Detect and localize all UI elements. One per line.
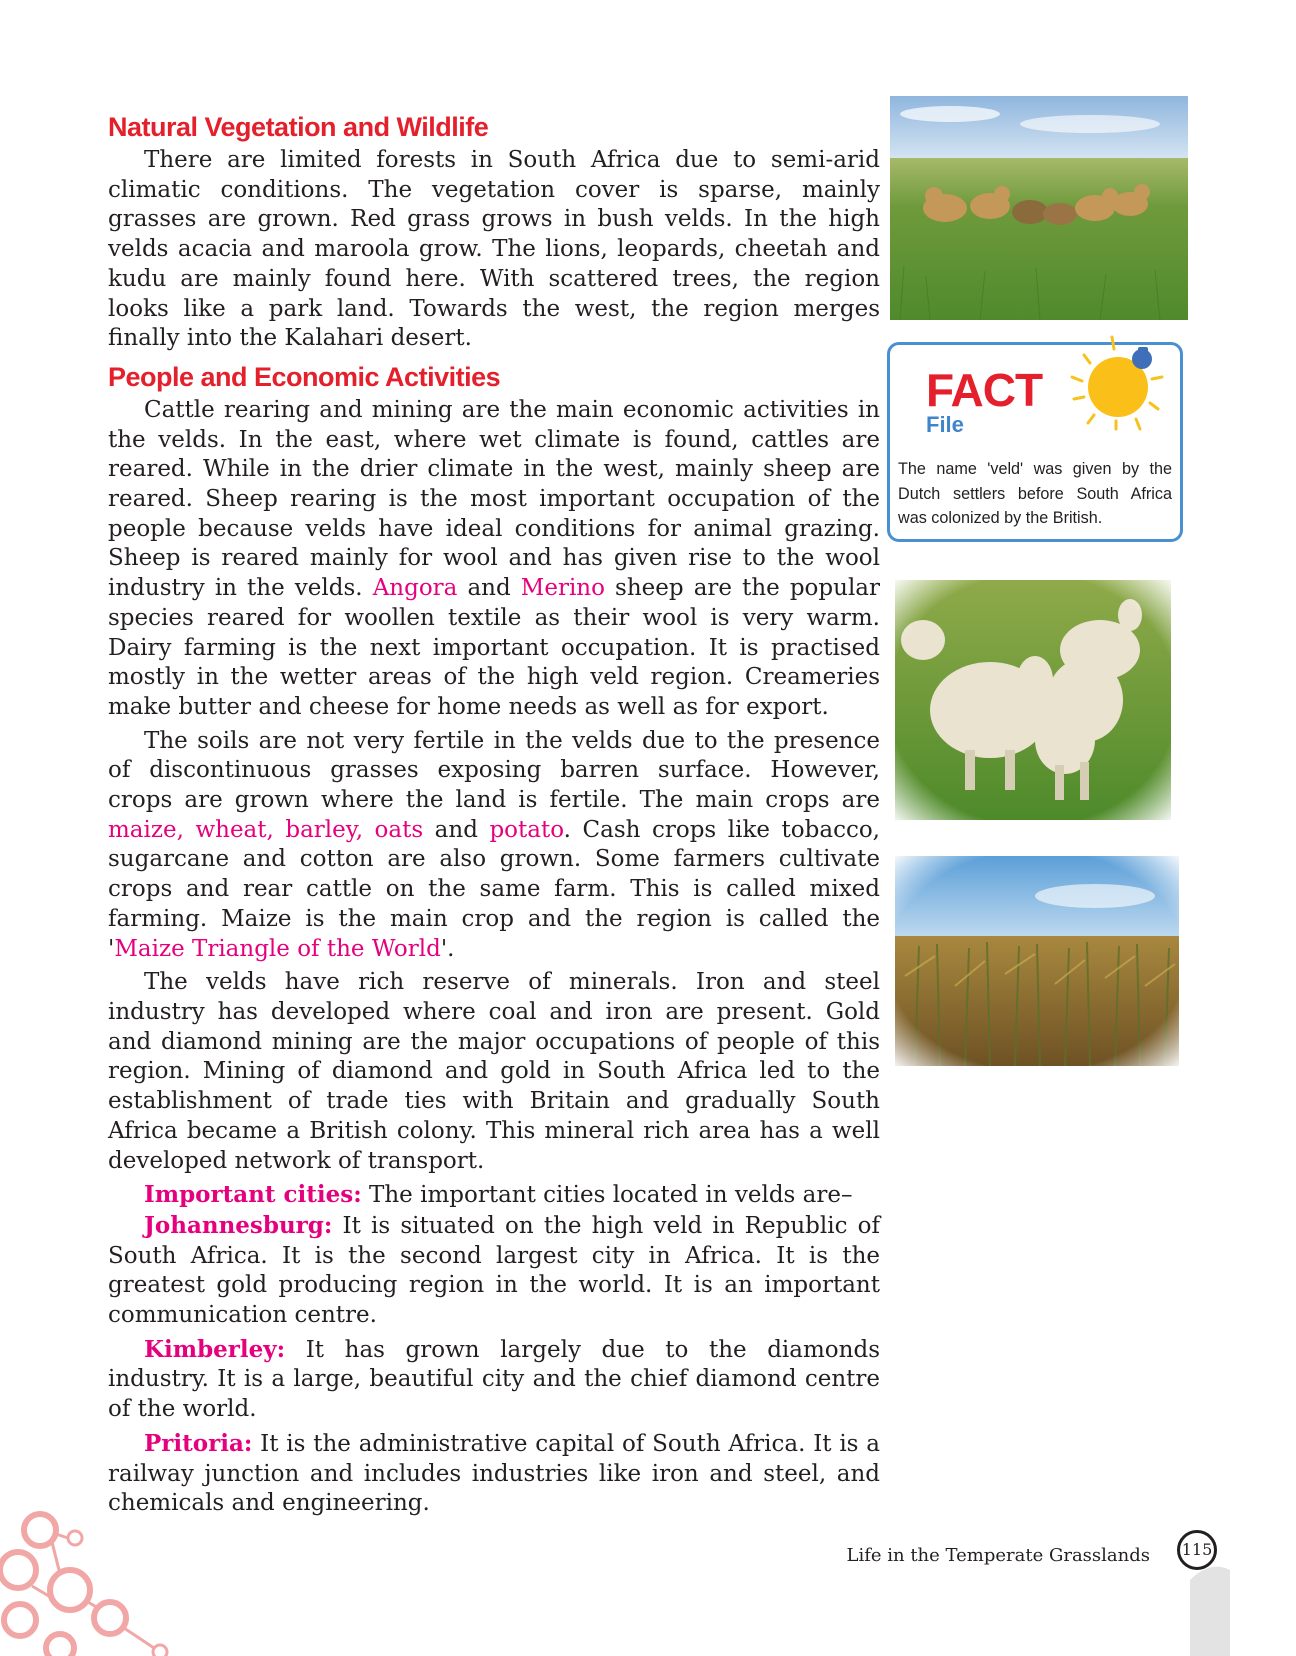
paragraph-vegetation: There are limited forests in South Africa due to semi-arid climatic conditions. The vegetation cover is sparse, mainly grasses are grown. Red grass grows in bush velds. In the high velds acacia and maroola grow. The lions, leopards, cheetah and kudu are mainly found here. With scattered trees, the region looks like a park land. Towards the west, the region merges finally into the Kalahari desert.: [108, 147, 880, 352]
section-heading-vegetation: Natural Vegetation and Wildlife: [108, 112, 489, 142]
paragraph-livestock: Cattle rearing and mining are the main economic activities in the velds. In the east, where wet climate is found, cattles are reared. While in the drier climate in the west, mainly sheep are reared. Sheep rearing is the most important occupation of the people because velds have ideal conditions for animal grazing. Sheep is reared mainly for wool and has given rise to the wool industry in the velds. Angora and Merino sheep are the popular species reared for woollen textile as their wool is very warm. Dairy farming is the next important occupation. It is practised mostly in the wetter areas of the high veld region. Creameries make butter and cheese for home needs as well as for export.: [108, 396, 881, 720]
page-number: 115: [1177, 1530, 1217, 1570]
footer-chapter-title: Life in the Temperate Grasslands: [846, 1545, 1150, 1566]
fact-file-box: [887, 342, 1183, 542]
lions-grassland-photo: [890, 96, 1188, 320]
label-important-cities: Important cities:: [144, 1181, 362, 1209]
paragraph-johannesburg: Johannesburg: It is situated on the high veld in Republic of South Africa. It is the second largest city in Africa. It is the greatest gold producing region in the world. It is an important communication centre.: [108, 1211, 880, 1329]
label-johannesburg: Johannesburg:: [144, 1211, 333, 1239]
highlight-angora: Angora: [372, 575, 458, 602]
label-pritoria: Pritoria:: [144, 1429, 253, 1457]
section-heading-economy: People and Economic Activities: [108, 361, 501, 392]
main-column: [108, 104, 880, 1523]
highlight-crops: maize, wheat, barley, oats: [108, 816, 424, 843]
fact-file-subtitle: File: [926, 412, 964, 437]
paragraph-crops: The soils are not very fertile in the velds due to the presence of discontinuous grasses exposing barren surface. However, crops are grown where the land is fertile. The main crops are maize, wheat, barley, oats and potato. Cash crops like tobacco, sugarcane and cotton are also grown. Some farmers cultivate crops and rear cattle on the same farm. This is called mixed farming. Maize is the main crop and the region is called the 'Maize Triangle of the World'.: [108, 727, 880, 962]
highlight-merino: Merino: [520, 575, 605, 602]
paragraph-important-cities: Important cities: The important cities located in velds are–: [144, 1181, 853, 1209]
fact-file-title: FACT: [926, 364, 1043, 416]
paragraph-minerals: The velds have rich reserve of minerals. Iron and steel industry has developed where coal and iron are present. Gold and diamond mining are the major occupations of people of this region. Mining of diamond and gold in South Africa led to the establishment of trade ties with Britain and gradually South Africa became a British colony. This mineral rich area has a well developed network of transport.: [108, 969, 880, 1174]
paragraph-pritoria: Pritoria: It is the administrative capital of South Africa. It is a railway junction and includes industries like iron and steel, and chemicals and engineering.: [108, 1429, 880, 1517]
lightbulb-icon: [1058, 333, 1178, 443]
fact-file-text: The name 'veld' was given by the Dutch settlers before South Africa was colonized by the British.: [898, 460, 1172, 527]
maize-field-photo: [895, 856, 1179, 1066]
angora-sheep-photo: [895, 580, 1171, 820]
maize-field-image: [895, 856, 1179, 1066]
angora-sheep-image: [895, 580, 1171, 820]
lions-grassland-image: [890, 96, 1188, 320]
label-kimberley: Kimberley:: [144, 1335, 286, 1363]
highlight-maize-triangle: Maize Triangle of the World: [114, 935, 441, 962]
paragraph-kimberley: Kimberley: It has grown largely due to the diamonds industry. It is a large, beautiful city and the chief diamond centre of the world.: [108, 1335, 880, 1423]
molecule-decoration: [0, 1500, 180, 1656]
highlight-potato: potato: [489, 816, 564, 843]
